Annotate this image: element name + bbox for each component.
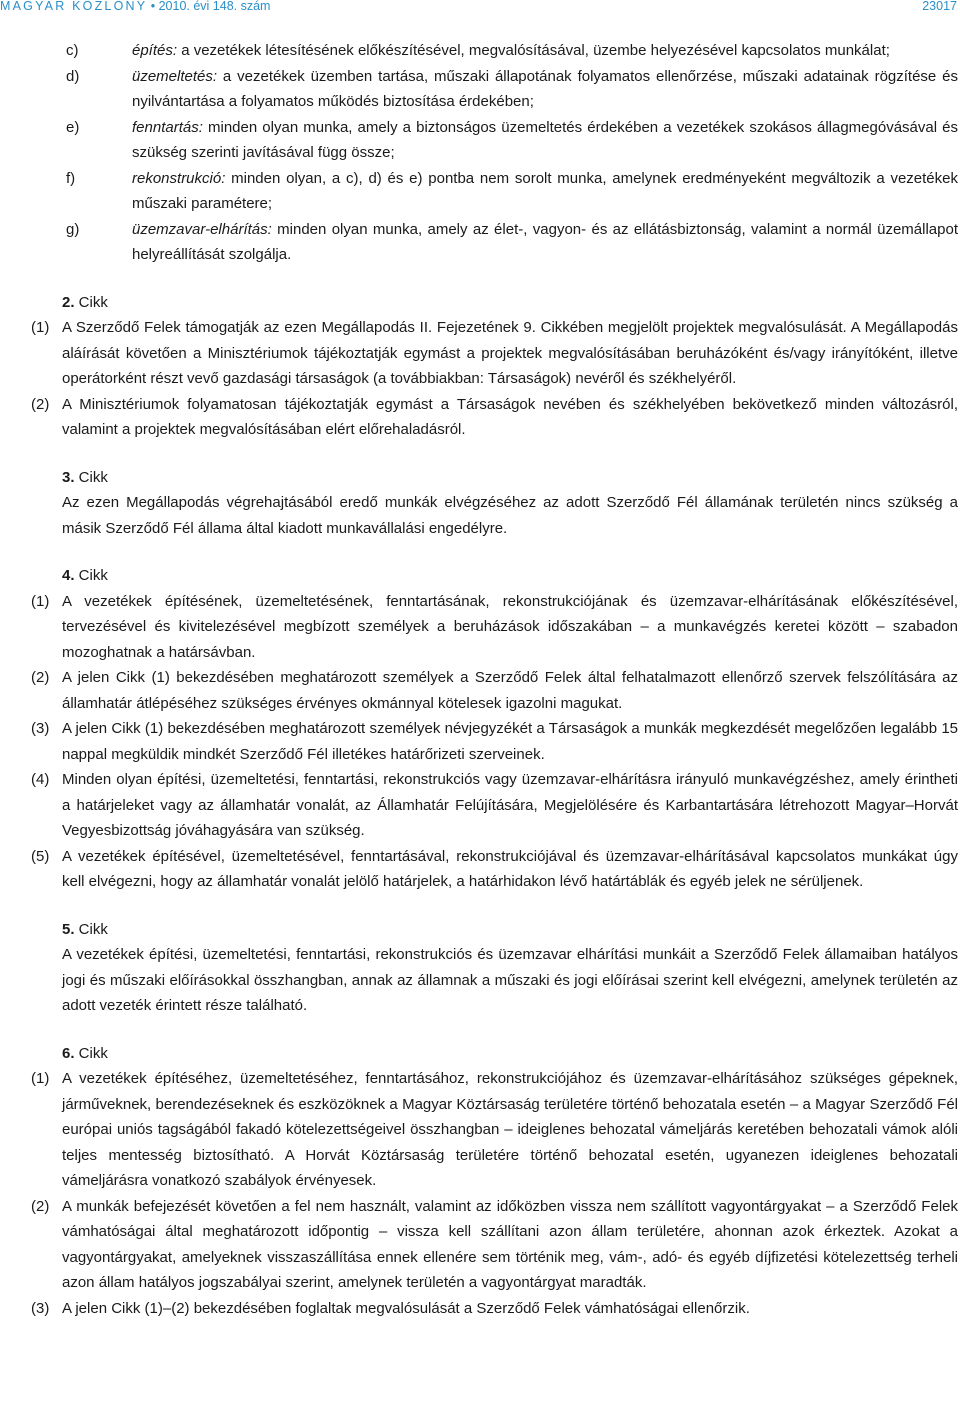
list-item [66, 64, 958, 115]
paragraph-text: A Minisztériumok folyamatosan tájékoztatják egymást a Társaságok nevében és székhelyében bekövetkező minden változásról, valamint a projektek megvalósításában elért előrehaladásról. [62, 395, 958, 438]
list-item-term: építés: [132, 42, 178, 59]
list-item-definition: a vezetékek létesítésének előkészítésével, megvalósításával, üzembe helyezésével kapcsolatos munkálat; [177, 42, 890, 59]
cikk6-paragraph [31, 1066, 958, 1194]
cikk-3 [31, 465, 958, 542]
paragraph-number: (2) [31, 395, 50, 413]
list-item-definition: a vezetékek üzemben tartása, műszaki állapotának folyamatos ellenőrzése, műszaki adatainak rögzítése és nyilvántartása a folyamatos működés biztosítása érdekében; [132, 67, 958, 110]
cikk4-paragraph [31, 716, 958, 767]
list-item [66, 38, 958, 64]
paragraph-number: (4) [31, 771, 50, 788]
journal-title: MAGYAR KÖZLÖNY • 2010. évi 148. szám [0, 0, 271, 13]
list-item-term: rekonstrukció: [132, 169, 226, 187]
paragraph-text: A jelen Cikk (1) bekezdésében meghatározott személyek a Szerződő Felek által felhatalmazott ellenőrző szervek felszólítására az államhatár átlépéséhez szükséges érvényes okmánnyal kötelesek igazolni magukat. [62, 669, 958, 712]
cikk6-paragraph [31, 1194, 958, 1296]
paragraph-text: A jelen Cikk (1)–(2) bekezdésében foglaltak megvalósulását a Szerződő Felek vámhatóságai ellenőrzik. [62, 1299, 750, 1317]
list-item-text [132, 166, 958, 217]
page-header [0, 0, 960, 15]
paragraph-number: (3) [31, 1299, 50, 1317]
list-item-label: e) [66, 118, 80, 136]
list-item [66, 217, 958, 268]
paragraph-number: (3) [31, 720, 50, 737]
cikk-2-heading: 2. Cikk [62, 293, 108, 311]
paragraph-text: A jelen Cikk (1) bekezdésében meghatározott személyek névjegyzékét a Társaságok a munkák megkezdését megelőzően legalább 15 nappal megküldik mindkét Szerződő Fél illetékes határőrizeti szerveinek. [62, 720, 958, 763]
page-number: 23017 [922, 0, 957, 13]
cikk-5-heading: 5. Cikk [62, 920, 108, 938]
cikk-5 [31, 917, 958, 1019]
list-item-text [132, 115, 958, 166]
list-item [66, 115, 958, 166]
cikk4-paragraph [31, 844, 958, 895]
list-item-term: fenntartás: [132, 118, 203, 136]
document-body [31, 38, 958, 1321]
list-item-label: c) [66, 42, 79, 59]
list-item-term: üzemeltetés: [132, 67, 218, 85]
list-item-term: üzemzavar-elhárítás: [132, 220, 272, 238]
cikk-5-text: A vezetékek építési, üzemeltetési, fenntartási, rekonstrukciós és üzemzavar elhárítási munkáit a Szerződő Felek államaiban hatályos jogi és műszaki előírásokkal összhangban, annak az államnak a műszaki és jogi előírásai szerint kell elvégezni, amelynek területén az adott vezeték érintett része található. [62, 946, 958, 1014]
cikk-4-heading: 4. Cikk [62, 567, 108, 584]
list-item-text [132, 64, 958, 115]
list-item-definition: minden olyan, a c), d) és e) pontba nem sorolt munka, amelynek eredményeként megváltozik a vezetékek műszaki paramétere; [132, 169, 958, 212]
paragraph-text: A Szerződő Felek támogatják az ezen Megállapodás II. Fejezetének 9. Cikkében megjelölt projektek megvalósulását. A Megállapodás aláírását követően a Minisztériumok tájékoztatják egymást a projektek megvalósításában beruházóként és/vagy irányítóként, illetve operátorként részt vevő gazdasági társaságok (a továbbiakban: Társaságok) nevéről és székhelyéről. [62, 319, 958, 387]
paragraph-text: A vezetékek építésének, üzemeltetésének, fenntartásának, rekonstrukciójának és üzemzavar-elhárításának előkészítésével, tervezésével és kivitelezésével megbízott személyek a beruházások időszakában – a munkavégzés keretei között – szabadon mozoghatnak a határsávban. [62, 592, 958, 661]
paragraph-number: (2) [31, 1197, 50, 1215]
paragraph-number: (1) [31, 319, 50, 336]
list-item-definition: minden olyan munka, amely az élet-, vagyon- és az ellátásbiztonság, valamint a normál üzemállapot helyreállítását szolgálja. [132, 220, 958, 263]
paragraph-number: (1) [31, 592, 50, 610]
cikk4-paragraph [31, 665, 958, 716]
list-item-text [132, 38, 958, 64]
cikk-2 [31, 290, 958, 443]
cikk-4 [31, 563, 958, 895]
paragraph-number: (5) [31, 847, 50, 865]
list-item-label: f) [66, 169, 76, 187]
list-item-label: d) [66, 67, 80, 85]
paragraph-number: (2) [31, 669, 50, 686]
cikk4-paragraph [31, 767, 958, 844]
cikk-3-heading: 3. Cikk [62, 468, 108, 486]
cikk6-paragraph [31, 1296, 958, 1322]
list-item-text [132, 217, 958, 268]
cikk-6-heading: 6. Cikk [62, 1044, 108, 1062]
cikk-6 [31, 1041, 958, 1322]
list-item-definition: minden olyan munka, amely a biztonságos üzemeltetés érdekében a vezetékek szokásos állagmegóvásával és szükség szerinti javításával függ össze; [132, 118, 958, 161]
paragraph-text: A munkák befejezését követően a fel nem használt, valamint az időközben vissza nem szállított vagyontárgyakat – a Szerződő Felek vámhatóságai által meghatározott időpontig – vissza kell szállítani azon állam területére, ahonnan azok érkeztek. Azokat a vagyontárgyakat, amelyeknek visszaszállítása ennek ellenére sem történik meg, vám-, adó- és egyéb díjfizetési kötelezettség terheli azon állam hatályos jogszabályai szerint, amelynek területén a vagyontárgyat maradták. [62, 1197, 958, 1291]
cikk4-paragraph [31, 589, 958, 666]
paragraph-text: A vezetékek építéséhez, üzemeltetéséhez, fenntartásához, rekonstrukciójához és üzemzavar-elhárításához szükséges gépeknek, járműveknek, berendezéseknek és eszközöknek a Magyar Köztársaság területére történő behozatala esetén – a Magyar Szerződő Fél európai uniós tagságából fakadó kötelezettségeivel összhangban – ideiglenes behozatal vámeljárás keretében behozatali vámok alóli teljes mentesség biztosítható. A Horvát Köztársaság területére történő behozatal esetén, ugyanezen ideiglenes behozatali vámeljárásra vonatkozó szabályok érvényesek. [62, 1070, 958, 1189]
cikk2-paragraph [31, 392, 958, 443]
definitions-list [66, 38, 958, 268]
paragraph-text: A vezetékek építésével, üzemeltetésével, fenntartásával, rekonstrukciójával és üzemzavar-elhárításával kapcsolatos munkákat úgy kell elvégezni, hogy az államhatár vonalát jelölő határjelek, a határhidakon lévő határtáblák és egyéb jelek ne sérüljenek. [62, 847, 958, 890]
paragraph-number: (1) [31, 1070, 50, 1087]
list-item [66, 166, 958, 217]
list-item-label: g) [66, 220, 80, 238]
cikk2-paragraph [31, 315, 958, 392]
cikk-3-text: Az ezen Megállapodás végrehajtásából eredő munkák elvégzéséhez az adott Szerződő Fél államának területén nincs szükség a másik Szerződő Fél állama által kiadott munkavállalási engedélyre. [62, 494, 958, 537]
paragraph-text: Minden olyan építési, üzemeltetési, fenntartási, rekonstrukciós vagy üzemzavar-elhárításra irányuló munkavégzéshez, amely érintheti a határjeleket vagy az államhatár vonalát, az Államhatár Felújítására, Megjelölésére és Karbantartására létrehozott Magyar–Horvát Vegyesbizottság jóváhagyására van szükség. [62, 771, 958, 839]
